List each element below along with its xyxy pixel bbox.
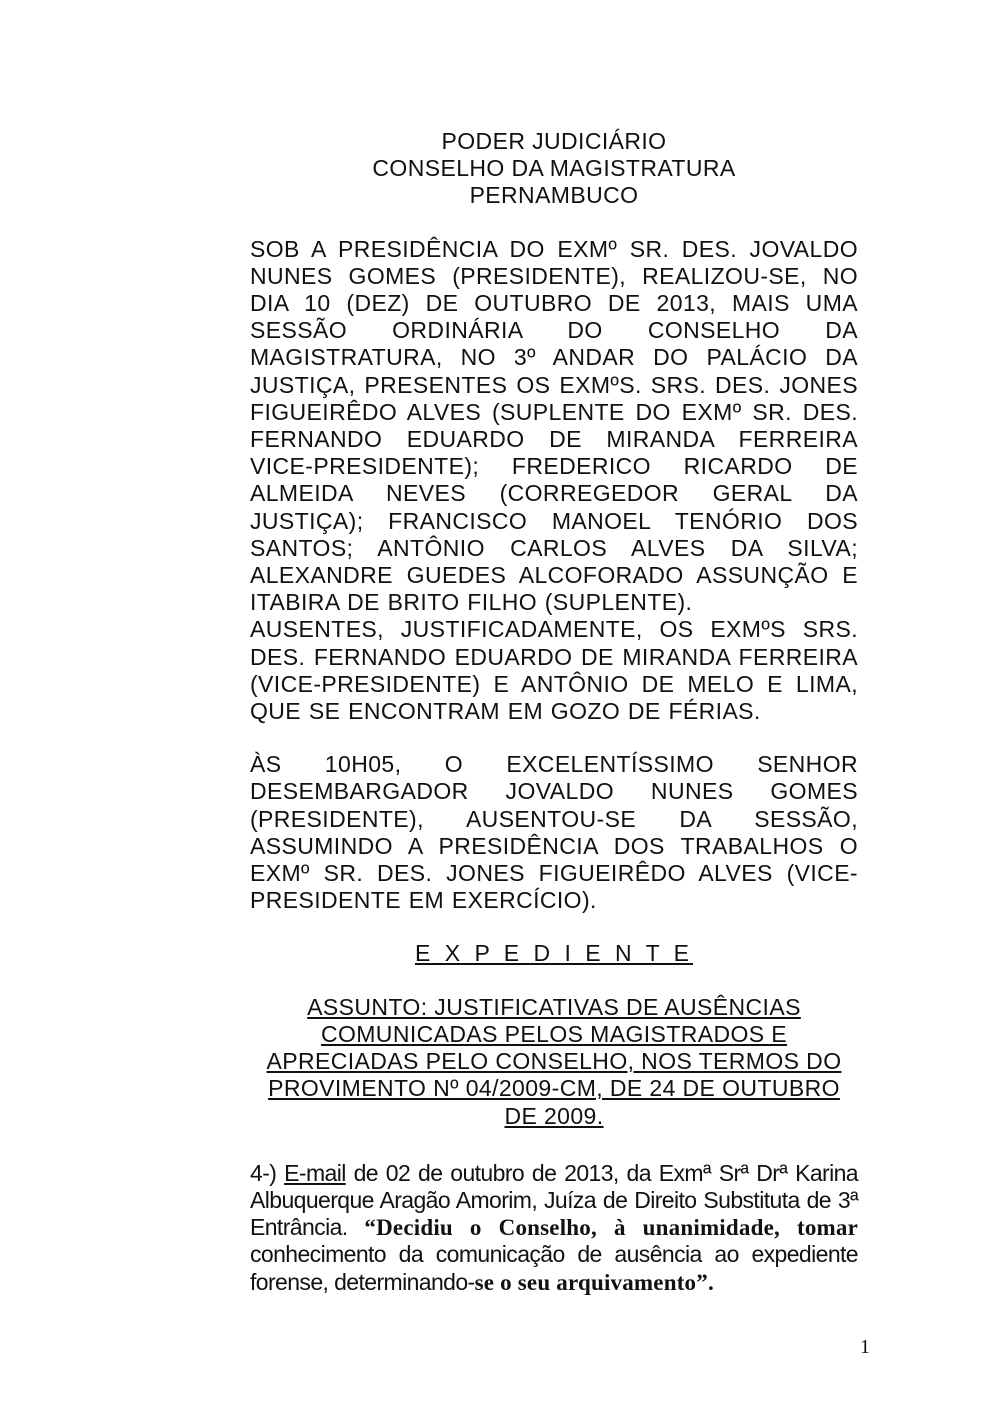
header-line-council: CONSELHO DA MAGISTRATURA [372,155,736,182]
spacer [250,725,858,751]
assunto-heading: ASSUNTO: JUSTIFICATIVAS DE AUSÊNCIAS COMUNICADAS PELOS MAGISTRADOS E APRECIADAS PELO CONSELHO, NOS TERMOS DO PROVIMENTO Nº 04/2009-CM, DE 24 DE OUTUBRO DE 2009. [266,993,842,1129]
item-decision-b: se o seu arquivamento”. [474,1269,714,1295]
agenda-item-4 [250,1160,858,1296]
item-text-a: de 02 de outubro de 2013, da Exmª Srª Drª Karina Albuquerque Aragão Amorim, Juíza de Direito Substituta de 3ª Entrância. [250,1159,858,1241]
absent-paragraph: AUSENTES, JUSTIFICADAMENTE, OS EXMºS SRS. DES. FERNANDO EDUARDO DE MIRANDA FERREIRA (VICE-PRESIDENTE) E ANTÔNIO DE MELO E LIMA, QUE SE ENCONTRAM EM GOZO DE FÉRIAS. [250,616,858,725]
item-text-b: conhecimento da comunicação de ausência ao expediente forense, determinando- [250,1241,858,1295]
item-decision-a: “Decidiu o Conselho, à unanimidade, tomar [364,1215,858,1241]
time-paragraph: ÀS 10H05, O EXCELENTÍSSIMO SENHOR DESEMBARGADOR JOVALDO NUNES GOMES (PRESIDENTE), AUSENTOU-SE DA SESSÃO, ASSUMINDO A PRESIDÊNCIA DOS TRABALHOS O EXMº SR. DES. JONES FIGUEIRÊDO ALVES (VICE-PRESIDENTE EM EXERCÍCIO). [250,751,858,914]
item-email-label: E-mail [284,1159,346,1186]
intro-paragraph: SOB A PRESIDÊNCIA DO EXMº SR. DES. JOVALDO NUNES GOMES (PRESIDENTE), REALIZOU-SE, NO DIA 10 (DEZ) DE OUTUBRO DE 2013, MAIS UMA SESSÃO ORDINÁRIA DO CONSELHO DA MAGISTRATURA, NO 3º ANDAR DO PALÁCIO DA JUSTIÇA, PRESENTES OS EXMºS. SRS. DES. JONES FIGUEIRÊDO ALVES (SUPLENTE DO EXMº SR. DES. FERNANDO EDUARDO DE MIRANDA FERREIRA VICE-PRESIDENTE); FREDERICO RICARDO DE ALMEIDA NEVES (CORREGEDOR GERAL DA JUSTIÇA); FRANCISCO MANOEL TENÓRIO DOS SANTOS; ANTÔNIO CARLOS ALVES DA SILVA; ALEXANDRE GUEDES ALCOFORADO ASSUNÇÃO E ITABIRA DE BRITO FILHO (SUPLENTE). [250,235,858,616]
page-number: 1 [860,1336,870,1358]
spacer [250,914,858,940]
header-line-judiciary: PODER JUDICIÁRIO [441,128,667,154]
document-page [250,128,858,1296]
expediente-heading: E X P E D I E N T E [415,940,693,967]
document-header [250,128,858,210]
item-number: 4-) [250,1159,285,1186]
header-line-state: PERNAMBUCO [469,182,639,209]
